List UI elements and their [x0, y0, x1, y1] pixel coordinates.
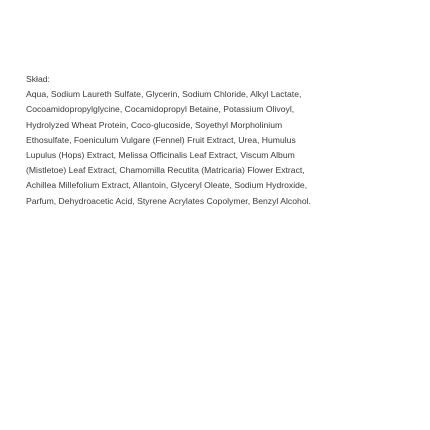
ingredients-list: [26, 72, 410, 209]
ingredients-line: Hydrolyzed Wheat Protein, Coco-glucoside, Soyethyl Morpholinium: [26, 119, 283, 130]
ingredients-line: Cocoamidopropylglycine, Cocamidopropyl Betaine, Potassium Olivoyl,: [26, 104, 295, 115]
ingredients-heading: Skład:: [26, 74, 50, 84]
ingredients-line: Lupulus (Hops) Extract, Melissa Officinalis Leaf Extract, Viscum Album: [26, 150, 295, 161]
ingredients-line: Achillea Millefolium Extract, Allantoin, Glyceryl Oleate, Sodium Hydroxide,: [26, 180, 308, 191]
ingredients-line: Aqua, Sodium Laureth Sulfate, Glycerin, Sodium Chloride, Alkyl Lactate,: [26, 89, 302, 100]
ingredients-line: Parfum, Dehydroacetic Acid, Styrene Acrylates Copolymer, Benzyl Alcohol.: [26, 195, 311, 206]
ingredients-line: (Mistletoe) Leaf Extract, Chamomilla Recutita (Matricaria) Flower Extract,: [26, 165, 305, 176]
ingredients-line: Ethosulfate, Foeniculum Vulgare (Fennel) Fruit Extract, Urea, Humulus: [26, 134, 296, 145]
